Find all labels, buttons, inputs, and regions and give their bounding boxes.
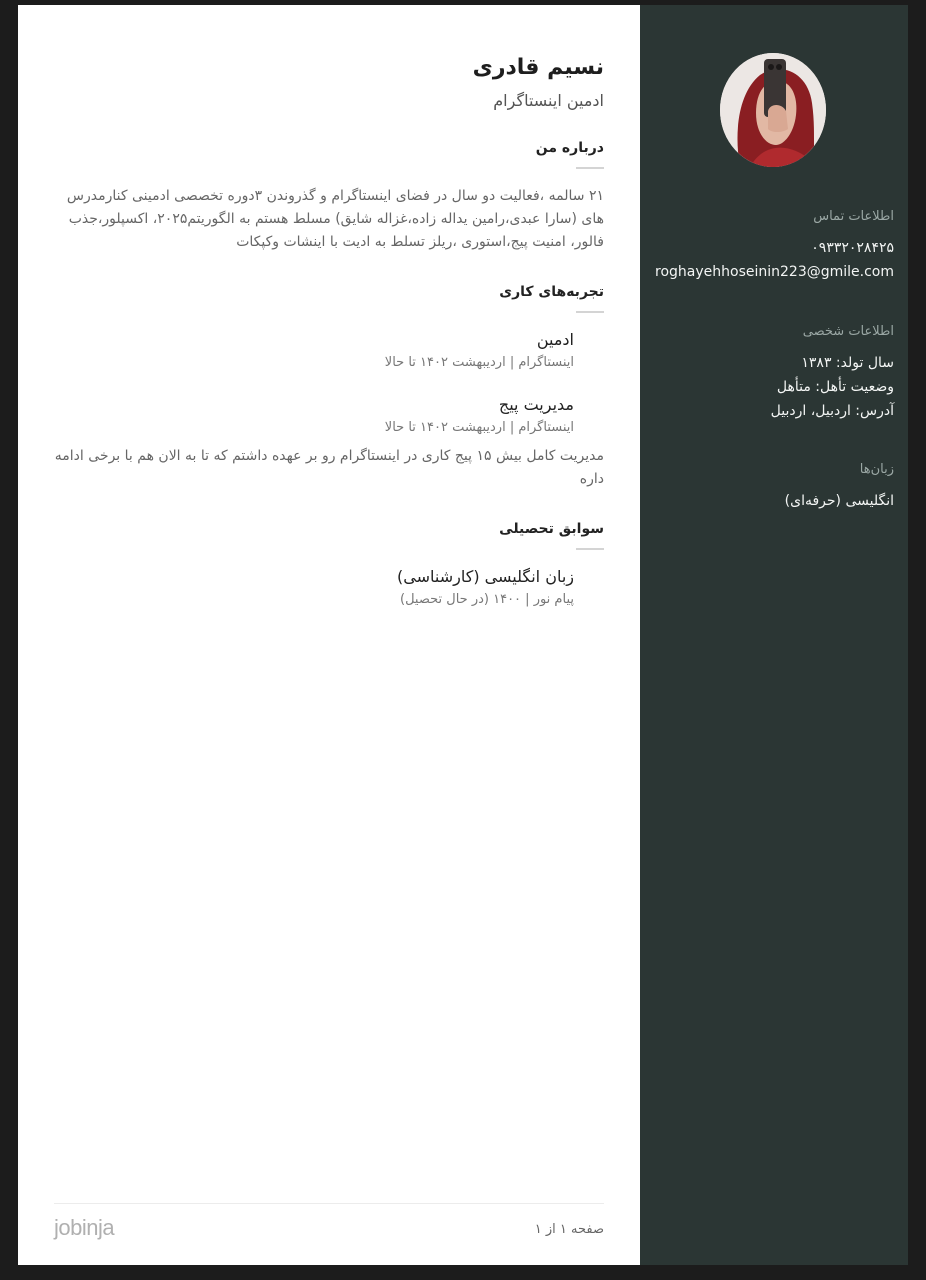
experience-item [54, 394, 574, 435]
experience-item [54, 329, 574, 370]
experience-section [54, 284, 604, 491]
resume-page [18, 5, 908, 1265]
experience-title: تجربه‌های کاری [499, 284, 604, 300]
full-name: نسیم قادری [472, 55, 604, 80]
sidebar [640, 5, 908, 1265]
experience-item-meta: اینستاگرام | اردیبهشت ۱۴۰۲ تا حالا [384, 355, 574, 370]
about-text: ۲۱ سالمه ،فعالیت دو سال در فضای اینستاگرام و گذروندن ۳دوره تخصصی ادمینی کنارمدرس های (سارا عبدی،رامین یداله زاده،غزاله شایق) مسلط هستم به الگوریتم۲۰۲۵، اکسپلور،جذب فالور، امنیت پیج،استوری ،ریلز تسلط به ادیت با اینشات وکپکات [66, 188, 604, 250]
about-section [54, 140, 604, 254]
section-divider [576, 311, 604, 313]
education-item-meta: پیام نور | ۱۴۰۰ (در حال تحصیل) [400, 592, 574, 607]
education-section [54, 521, 604, 607]
education-item-title: زبان انگلیسی (کارشناسی) [397, 567, 574, 586]
education-item [54, 566, 574, 607]
languages-section [654, 462, 894, 513]
page-number: صفحه ۱ از ۱ [534, 1222, 604, 1237]
marital-status: وضعیت تأهل: متأهل [776, 379, 894, 395]
experience-item-description: مدیریت کامل بیش ۱۵ پیج کاری در اینستاگرام رو بر عهده داشتم که تا به الان هم با برخی ادامه داره [54, 448, 604, 487]
main-content [18, 5, 640, 1265]
job-title: ادمین اینستاگرام [493, 91, 604, 110]
experience-item-meta: اینستاگرام | اردیبهشت ۱۴۰۲ تا حالا [384, 420, 574, 435]
about-title: درباره من [535, 140, 604, 156]
experience-item-title: مدیریت پیج [498, 395, 574, 414]
jobinja-logo: jobinja [54, 1215, 115, 1240]
birth-year: سال تولد: ۱۳۸۳ [801, 355, 894, 371]
experience-item-title: ادمین [536, 330, 574, 349]
contact-section [654, 209, 894, 284]
address: آدرس: اردبیل، اردبیل [770, 403, 894, 419]
section-divider [576, 548, 604, 550]
section-divider [576, 167, 604, 169]
email-address: roghayehhoseinin223@gmile.com [655, 264, 894, 280]
personal-title: اطلاعات شخصی [802, 324, 894, 339]
language-item: انگلیسی (حرفه‌ای) [784, 493, 894, 509]
contact-title: اطلاعات تماس [813, 209, 894, 224]
phone-number: ۰۹۳۳۲۰۲۸۴۲۵ [811, 240, 894, 256]
avatar [720, 53, 826, 167]
footer-divider [54, 1203, 604, 1204]
education-title: سوابق تحصیلی [499, 521, 604, 537]
languages-title: زبان‌ها [859, 462, 894, 477]
personal-section [654, 324, 894, 423]
